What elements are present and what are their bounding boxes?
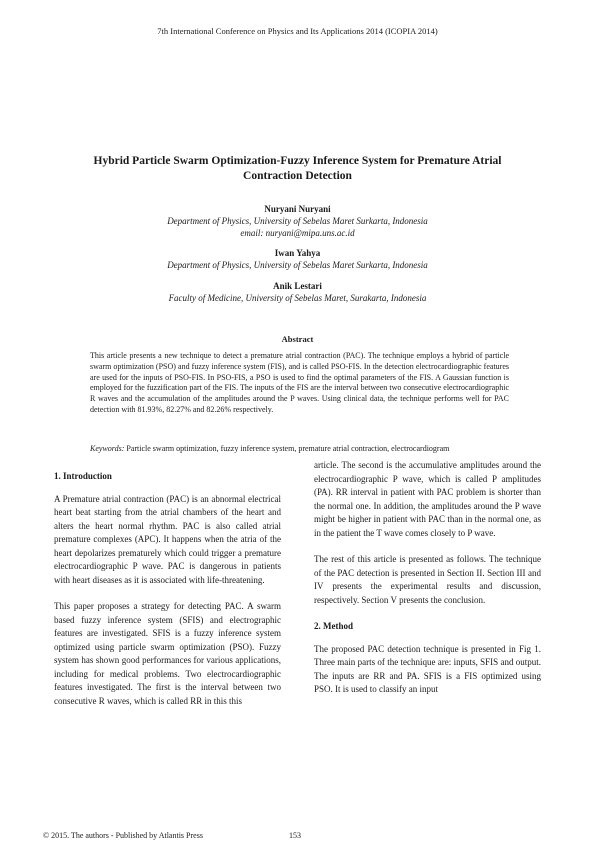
keywords-text: Particle swarm optimization, fuzzy inference system, premature atrial contraction, electrocardiogram (124, 444, 450, 453)
author-affiliation: Department of Physics, University of Sebelas Maret Surkarta, Indonesia (167, 216, 428, 226)
paper-title (60, 154, 535, 184)
method-paragraph-1: The proposed PAC detection technique is presented in Fig 1. Three main parts of the technique are: inputs, SFIS and output. The inputs are RR and PA. SFIS is a FIS optimized using PSO. It is used to classify an input (314, 643, 541, 694)
method-heading: 2. Method (314, 621, 353, 631)
intro-paragraph-2: This paper proposes a strategy for detecting PAC. A swarm based fuzzy inference system (SFIS) and electrographic features are investigated. SFIS is a fuzzy inference system optimized using particle swarm optimization (PSO). Fuzzy system has shown good performances for various applications, including for medical problems. Two electrocardiographic features investigated. The first is the interval between two consecutive R waves, which is called RR in this this (54, 601, 281, 706)
keywords-label: Keywords: (90, 444, 125, 453)
author-block-1 (60, 203, 535, 239)
footer-copyright: © 2015. The authors - Published by Atlantis Press (43, 831, 203, 840)
author-block-2 (60, 247, 535, 271)
intro-paragraph-4: The rest of this article is presented as follows. The technique of the PAC detection is presented in Section II. Section III and IV presents the experimental results and discussion, respectively. Section V presents the conclusion. (314, 554, 541, 605)
author-affiliation: Faculty of Medicine, University of Sebelas Maret, Surakarta, Indonesia (168, 293, 427, 303)
page-number: 153 (289, 831, 301, 840)
author-email: email: nuryani@mipa.uns.ac.id (240, 228, 355, 238)
author-block-3 (60, 280, 535, 304)
left-column (54, 470, 281, 721)
abstract-text: This article presents a new technique to detect a premature atrial contraction (PAC). The technique employs a hybrid of particle swarm optimization (PSO) and fuzzy inference system (FIS), and is called PSO-FIS. In the detection electrocardiographic features are used for the inputs of PSO-FIS. In PSO-FIS, a PSO is used to find the optimal parameters of the FIS. A Gaussian function is employed for the fuzzification part of the FIS. The inputs of the FIS are the interval between two consecutive electrocardiographic R waves and the accumulation of the amplitudes around the P waves. Using clinical data, the technique performs well for PAC detection with 81.93%, 82.27% and 82.26% respectively. (90, 351, 509, 414)
author-affiliation: Department of Physics, University of Sebelas Maret Surkarta, Indonesia (167, 260, 428, 270)
intro-heading: 1. Introduction (54, 471, 112, 481)
intro-paragraph-1: A Premature atrial contraction (PAC) is an abnormal electrical heart beat starting from the atrial chambers of the heart and alters the heart normal rhythm. PAC is also called atrial premature complexes (APC). It happens when the atria of the heart depolarizes prematurely which could trigger a premature electrocardiographic P wave. PAC is dangerous in patients with heart diseases as it is associated with life-threatening. (54, 493, 281, 585)
title-line-2: Contraction Detection (243, 170, 352, 182)
intro-paragraph-3: article. The second is the accumulative amplitudes around the electrocardiographic P wave, which is called P amplitudes (PA). RR interval in patient with PAC problem is shorter than the normal one. In addition, the amplitudes around the P wave might be higher in patient with PAC than in the normal one, as in the patient the T wave comes closely to P wave. (314, 460, 541, 538)
author-name: Nuryani Nuryani (264, 204, 331, 214)
conference-header: 7th International Conference on Physics and Its Applications 2014 (ICOPIA 2014) (157, 26, 438, 36)
keywords (90, 444, 520, 455)
abstract-heading: Abstract (281, 334, 314, 344)
author-name: Iwan Yahya (274, 248, 321, 258)
author-name: Anik Lestari (273, 281, 322, 291)
title-line-1: Hybrid Particle Swarm Optimization-Fuzzy Inference System for Premature Atrial (93, 155, 502, 167)
right-column (314, 459, 541, 710)
